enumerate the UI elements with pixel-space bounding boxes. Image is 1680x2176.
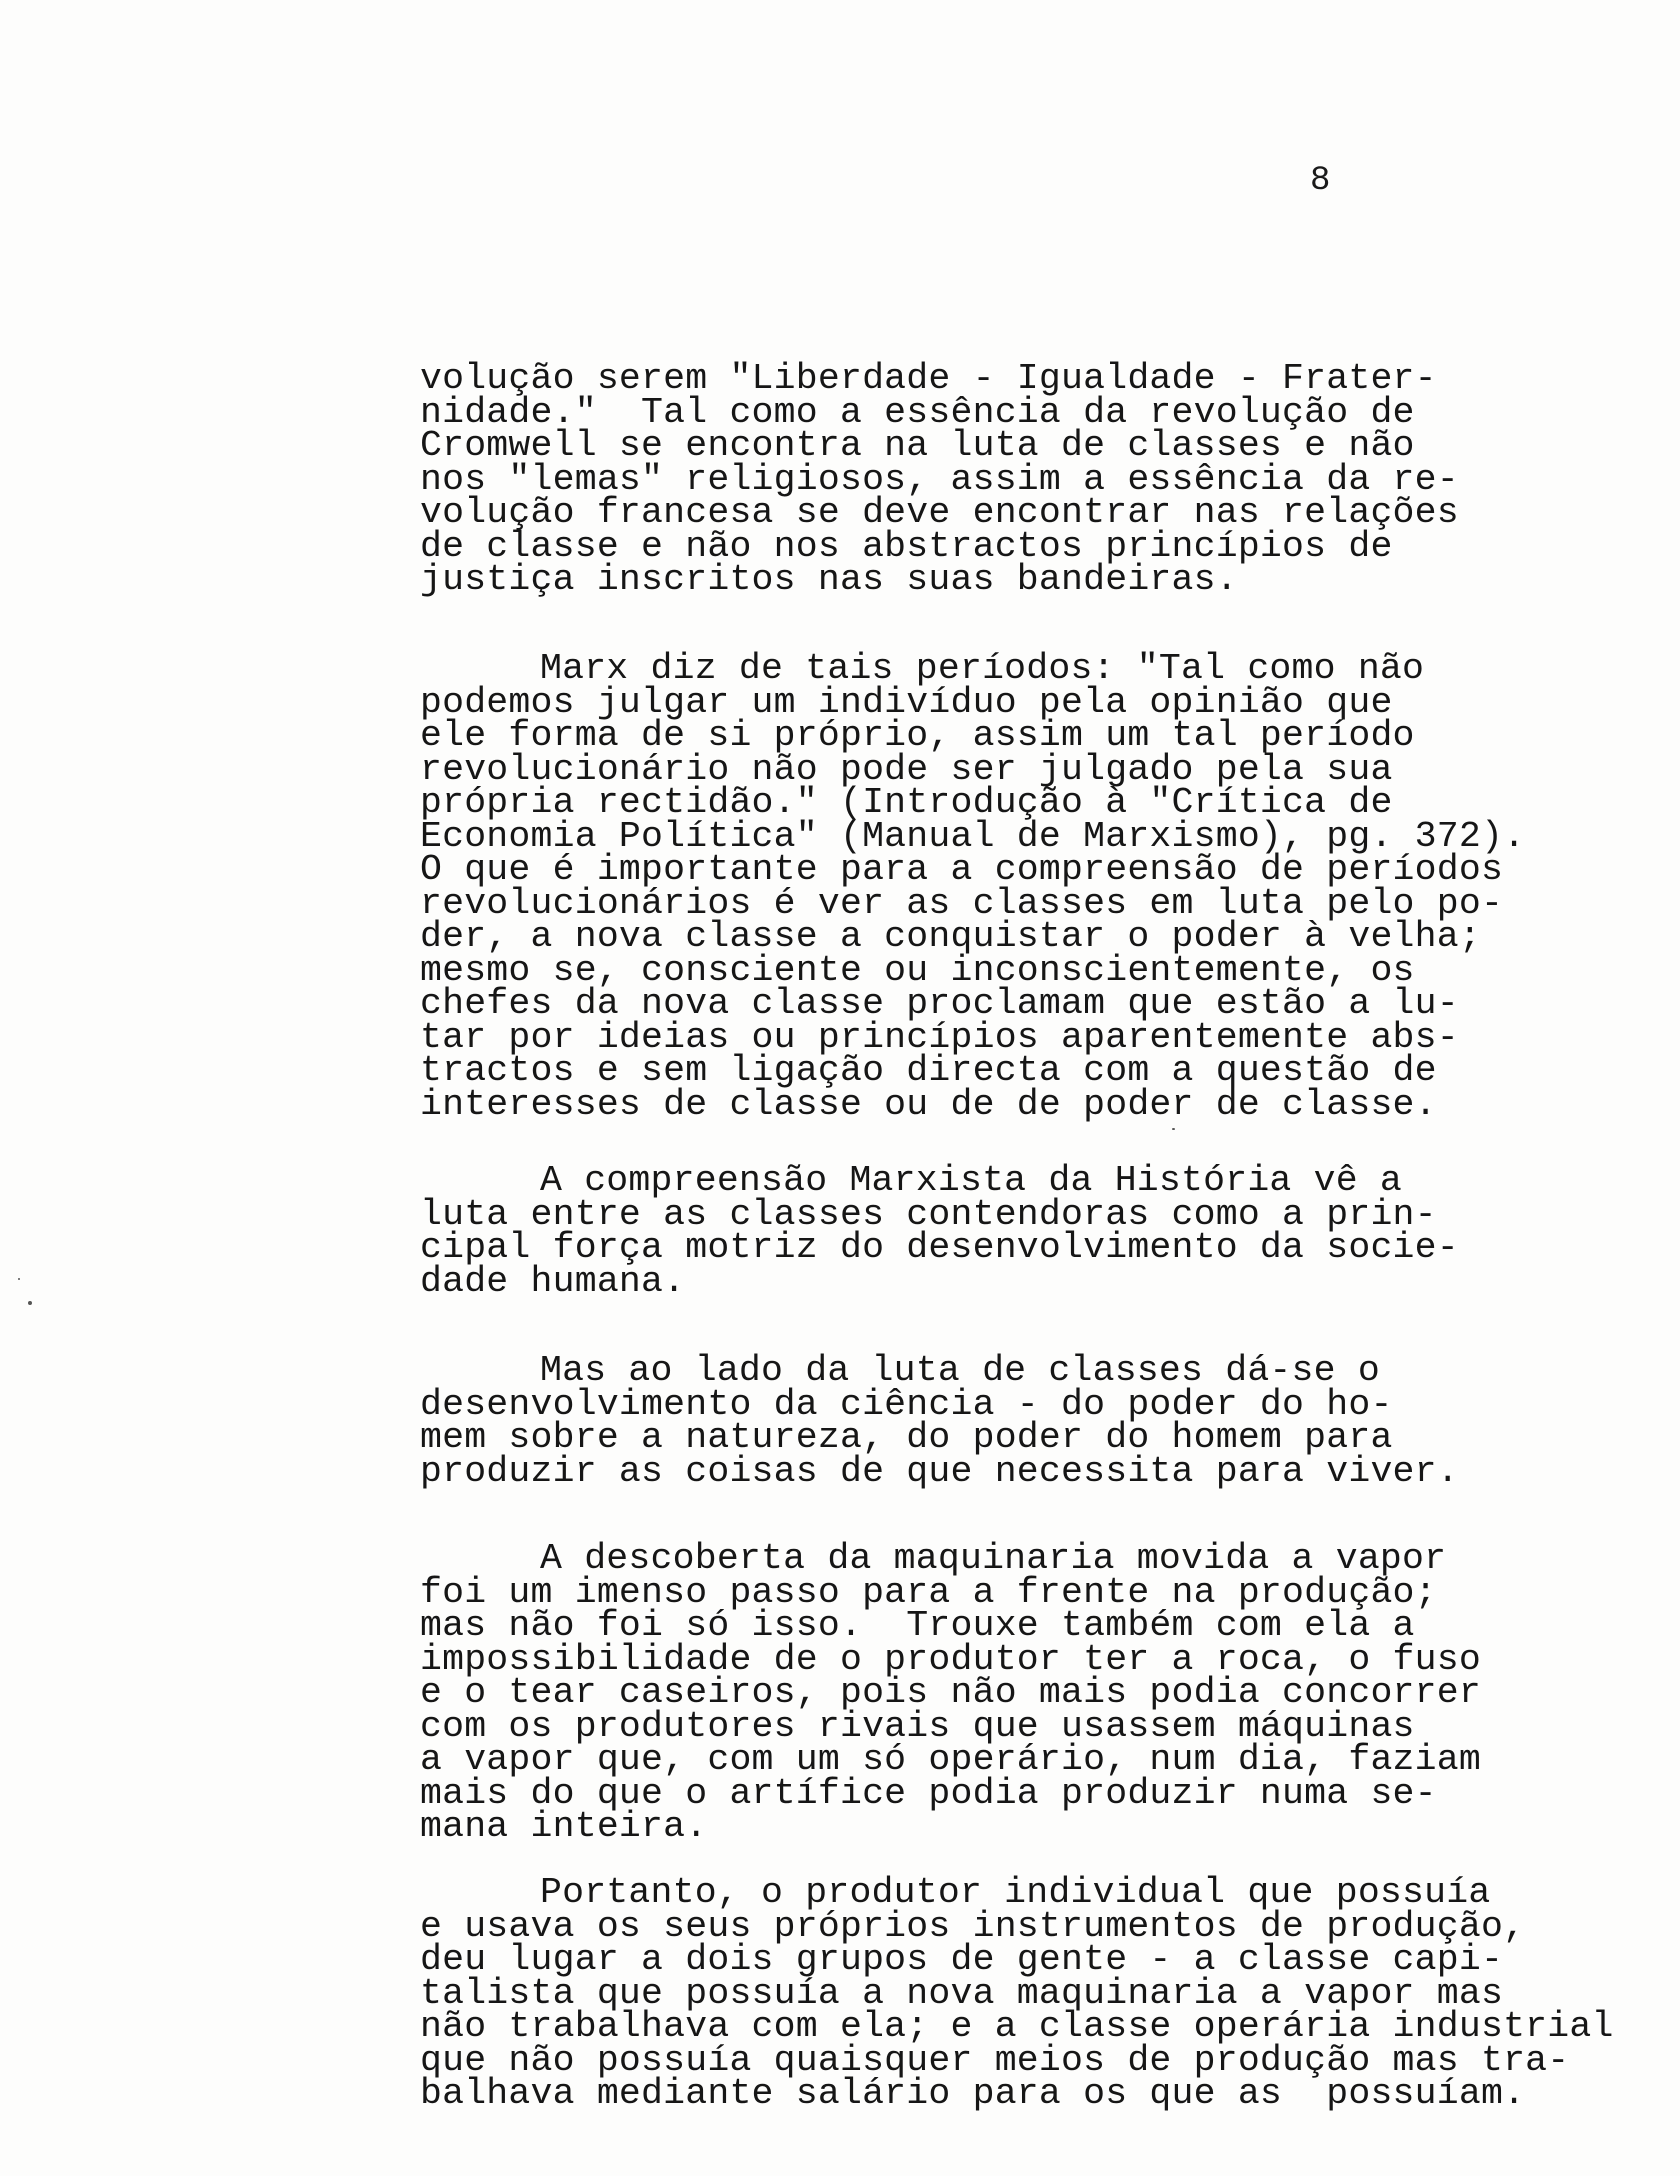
paragraph-3 (420, 1160, 1540, 1302)
text-line: deu lugar a dois grupos de gente - a classe capi- (420, 1939, 1504, 1980)
text-line: A compreensão Marxista da História vê a (540, 1160, 1403, 1201)
text-line: nidade." Tal como a essência da revolução de (420, 391, 1415, 433)
text-line: volução francesa se deve encontrar nas relações (420, 492, 1459, 533)
text-line: volução serem "Liberdade - Igualdade - Frater- (420, 358, 1437, 399)
text-line: tractos e sem ligação directa com a questão de (420, 1050, 1437, 1091)
text-line: talista que possuía a nova maquinaria a vapor mas (420, 1972, 1504, 2014)
text-line: impossibilidade de o produtor ter a roca, o fuso (420, 1638, 1481, 1680)
text-line: com os produtores rivais que usassem máquinas (420, 1705, 1415, 1747)
text-line: produzir as coisas de que necessita para viver. (420, 1450, 1459, 1492)
text-line: justiça inscritos nas suas bandeiras. (420, 559, 1238, 600)
text-line: Economia Política" (Manual de Marxismo), pg. 372). (420, 815, 1526, 857)
text-line: O que é importante para a compreensão de períodos (420, 849, 1504, 890)
text-line: balhava mediante salário para os que as possuíam. (420, 2073, 1526, 2114)
text-line: interesses de classe ou de de poder de classe. (420, 1083, 1437, 1125)
text-line: própria rectidão." (Introdução à "Crítica de (420, 782, 1393, 823)
text-line: que não possuía quaisquer meios de produção mas tra- (420, 2039, 1570, 2081)
text-line: mas não foi só isso. Trouxe também com ela a (420, 1605, 1415, 1646)
text-line: cipal força motriz do desenvolvimento da socie- (420, 1227, 1459, 1268)
text-line: de classe e não nos abstractos princípios de (420, 525, 1393, 567)
text-line: podemos julgar um indivíduo pela opinião que (420, 681, 1393, 723)
text-line: mana inteira. (420, 1806, 708, 1847)
text-line: foi um imenso passo para a frente na produção; (420, 1571, 1437, 1613)
paragraph-2 (420, 648, 1540, 1125)
text-line: mem sobre a natureza, do poder do homem para (420, 1417, 1393, 1458)
paragraph-4 (420, 1350, 1540, 1492)
text-line: mesmo se, consciente ou inconscientemente, os (420, 949, 1415, 991)
text-line: Cromwell se encontra na luta de classes e não (420, 425, 1415, 466)
text-line: dade humana. (420, 1260, 686, 1302)
text-line: revolucionários é ver as classes em luta pelo po- (420, 882, 1504, 924)
scan-speck (28, 1301, 32, 1305)
text-line: e o tear caseiros, pois não mais podia concorrer (420, 1672, 1481, 1713)
text-line: desenvolvimento da ciência - do poder do ho- (420, 1383, 1393, 1425)
text-line: e usava os seus próprios instrumentos de produção, (420, 1905, 1526, 1947)
text-line: tar por ideias ou princípios aparentemente abs- (420, 1016, 1459, 1058)
text-line: Mas ao lado da luta de classes dá-se o (540, 1350, 1380, 1391)
paragraph-1 (420, 358, 1540, 600)
text-line: luta entre as classes contendoras como a prin- (420, 1193, 1437, 1235)
text-line: não trabalhava com ela; e a classe operária industrial (420, 2006, 1614, 2047)
text-line: Marx diz de tais períodos: "Tal como não (540, 648, 1425, 689)
scan-speck (18, 1278, 20, 1280)
paragraph-6 (420, 1872, 1614, 2114)
text-line: nos "lemas" religiosos, assim a essência da re- (420, 458, 1459, 500)
text-line: A descoberta da maquinaria movida a vapor (540, 1538, 1447, 1579)
text-line: der, a nova classe a conquistar o poder à velha; (420, 916, 1481, 957)
page-number: 8 (1310, 162, 1331, 200)
text-line: chefes da nova classe proclamam que estão a lu- (420, 983, 1459, 1024)
text-line: Portanto, o produtor individual que possuía (540, 1872, 1491, 1913)
text-line: ele forma de si próprio, assim um tal período (420, 715, 1415, 756)
text-line: mais do que o artífice podia produzir numa se- (420, 1772, 1437, 1814)
scan-speck (1172, 1128, 1175, 1130)
text-line: revolucionário não pode ser julgado pela sua (420, 748, 1393, 790)
paragraph-5 (420, 1538, 1540, 1847)
text-line: a vapor que, com um só operário, num dia, faziam (420, 1739, 1481, 1780)
